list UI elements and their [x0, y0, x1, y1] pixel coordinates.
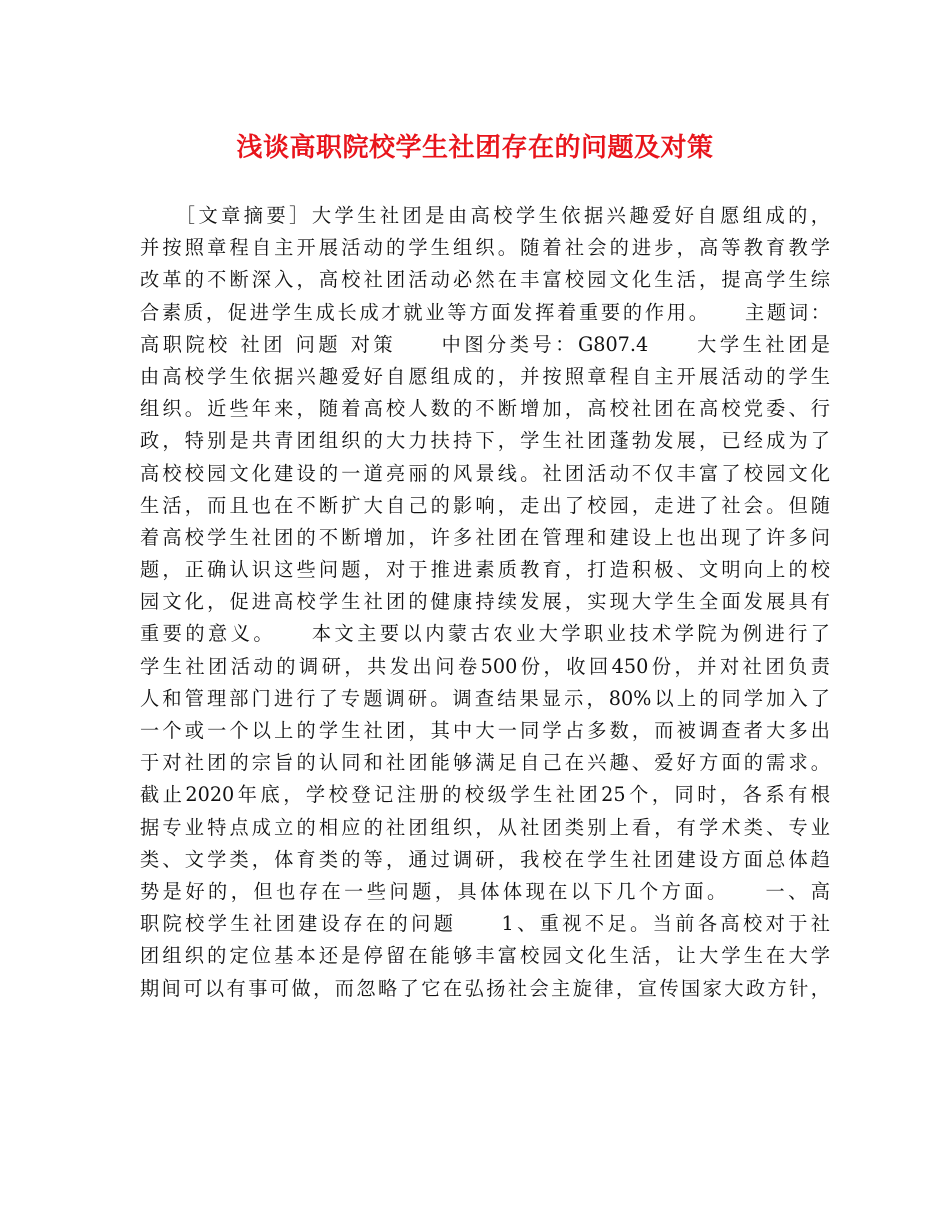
body-line-2: 并按照章程自主开展活动的学生组织。随着社会的进步，高等教育教学 — [140, 236, 830, 260]
body-line-20: 据专业特点成立的相应的社团组织，从社团类别上看，有学术类、专业 — [140, 815, 830, 839]
body-line-22: 势是好的，但也存在一些问题，具体体现在以下几个方面。 一、高 — [140, 879, 830, 903]
body-line-7: 组织。近些年来，随着高校人数的不断增加，高校社团在高校党委、行 — [140, 397, 830, 421]
body-line-14: 重要的意义。 本文主要以内蒙古农业大学职业技术学院为例进行了 — [140, 622, 830, 646]
body-line-19: 截止2020年底，学校登记注册的校级学生社团25个，同时，各系有根 — [140, 783, 830, 807]
body-line-18: 于对社团的宗旨的认同和社团能够满足自己在兴趣、爱好方面的需求。 — [140, 751, 830, 775]
body-line-24: 团组织的定位基本还是停留在能够丰富校园文化生活，让大学生在大学 — [140, 944, 830, 968]
body-line-5: 高职院校 社团 问题 对策 中图分类号：G807.4 大学生社团是 — [140, 332, 830, 356]
body-line-10: 生活，而且也在不断扩大自己的影响，走出了校园，走进了社会。但随 — [140, 493, 830, 517]
body-line-9: 高校校园文化建设的一道亮丽的风景线。社团活动不仅丰富了校园文化 — [140, 461, 830, 485]
body-line-15: 学生社团活动的调研，共发出问卷500份，收回450份，并对社团负责 — [140, 654, 830, 678]
body-line-11: 着高校学生社团的不断增加，许多社团在管理和建设上也出现了许多问 — [140, 525, 830, 549]
body-line-16: 人和管理部门进行了专题调研。调查结果显示，80%以上的同学加入了 — [140, 686, 830, 710]
body-line-21: 类、文学类，体育类的等，通过调研，我校在学生社团建设方面总体趋 — [140, 847, 830, 871]
body-line-17: 一个或一个以上的学生社团，其中大一同学占多数，而被调查者大多出 — [140, 719, 830, 742]
body-line-8: 政，特别是共青团组织的大力扶持下，学生社团蓬勃发展，已经成为了 — [140, 429, 830, 453]
document-title: 浅谈高职院校学生社团存在的问题及对策 — [236, 133, 714, 163]
body-line-6: 由高校学生依据兴趣爱好自愿组成的，并按照章程自主开展活动的学生 — [140, 364, 830, 388]
body-line-13: 园文化，促进高校学生社团的健康持续发展，实现大学生全面发展具有 — [140, 590, 830, 614]
body-line-4: 合素质，促进学生成长成才就业等方面发挥着重要的作用。 主题词： — [140, 300, 830, 324]
body-line-3: 改革的不断深入，高校社团活动必然在丰富校园文化生活，提高学生综 — [140, 268, 830, 292]
body-line-25: 期间可以有事可做，而忽略了它在弘扬社会主旋律，宣传国家大政方针， — [140, 976, 830, 1000]
body-line-23: 职院校学生社团建设存在的问题 1、重视不足。当前各高校对于社 — [140, 912, 830, 936]
body-line-1: ［文章摘要］大学生社团是由高校学生依据兴趣爱好自愿组成的， — [140, 204, 830, 227]
document-body — [140, 200, 830, 1005]
body-line-12: 题，正确认识这些问题，对于推进素质教育，打造积极、文明向上的校 — [140, 558, 830, 582]
